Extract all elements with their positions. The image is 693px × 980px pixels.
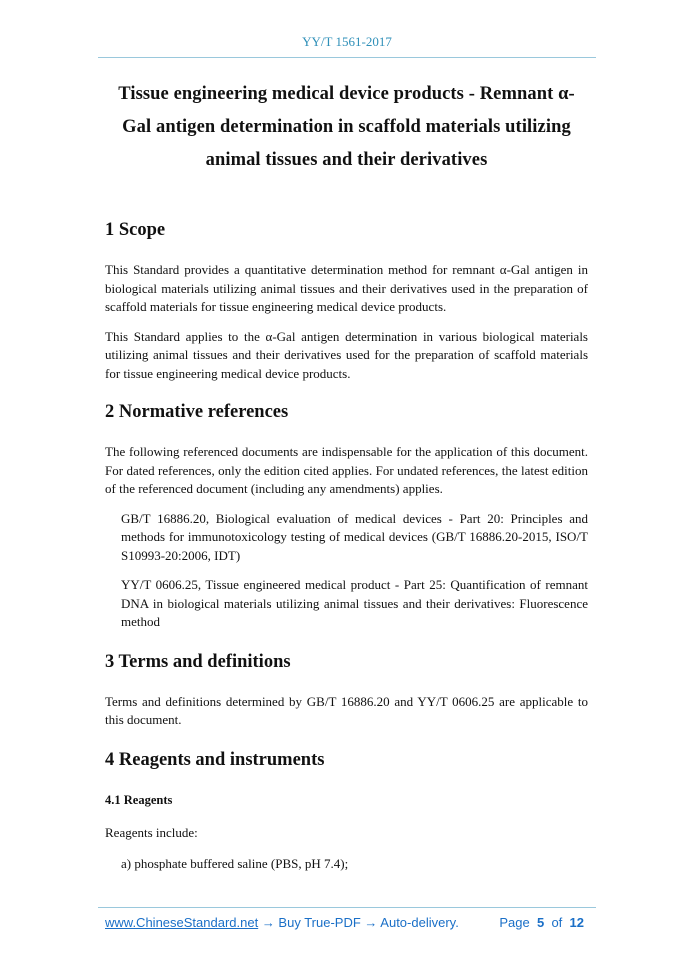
- total-pages: 12: [569, 915, 584, 930]
- document-title: Tissue engineering medical device products - Remnant α-Gal antigen determination in scaffold materials utilizing animal tissues and their derivatives: [118, 84, 575, 170]
- terms-paragraph: Terms and definitions determined by GB/T 16886.20 and YY/T 0606.25 are applicable to this document.: [105, 693, 588, 727]
- section-heading-normative: 2 Normative references: [105, 402, 289, 422]
- page-content: [105, 78, 588, 874]
- running-header: YY/T 1561-2017: [302, 34, 392, 49]
- scope-paragraph-2: This Standard applies to the α-Gal antigen determination in various biological materials utilizing animal tissues and their derivatives used for the preparation of scaffold materials for tissue engineering medical device products.: [105, 328, 588, 381]
- header-divider: [98, 57, 596, 58]
- normative-reference-2: YY/T 0606.25, Tissue engineered medical product - Part 25: Quantification of remnant DNA in biological materials utilizing animal tissues and their derivatives: Fluorescence method: [121, 577, 588, 629]
- reagent-item-a: a) phosphate buffered saline (PBS, pH 7.4);: [121, 856, 349, 871]
- normative-intro: The following referenced documents are indispensable for the application of this document. For dated references, only the edition cited applies. For undated references, the latest edition of the referenced document (including any amendments) applies.: [105, 444, 588, 496]
- section-heading-scope: 1 Scope: [105, 220, 166, 240]
- section-heading-terms: 3 Terms and definitions: [105, 651, 291, 672]
- reagents-intro: Reagents include:: [105, 824, 198, 840]
- current-page: 5: [536, 915, 545, 930]
- footer-promo: [105, 915, 459, 930]
- scope-paragraph-1: This Standard provides a quantitative determination method for remnant α-Gal antigen in biological materials utilizing animal tissues and their derivatives used in the preparation of scaffold materials for tissue engineering medical device products.: [105, 262, 588, 314]
- footer-divider: [98, 907, 596, 908]
- normative-reference-1: GB/T 16886.20, Biological evaluation of medical devices - Part 20: Principles and methods for immunotoxicology testing of medical devices (GB/T 16886.20-2015, ISO/T S10993-20:2006, IDT): [121, 510, 588, 563]
- site-link[interactable]: www.ChineseStandard.net: [105, 915, 259, 930]
- page-number: Page 5 of 12: [499, 915, 584, 930]
- promo-text: → Buy True-PDF → Auto-delivery.: [258, 915, 459, 930]
- subsection-heading-reagents: 4.1 Reagents: [105, 792, 173, 807]
- section-heading-reagents: 4 Reagents and instruments: [105, 749, 325, 770]
